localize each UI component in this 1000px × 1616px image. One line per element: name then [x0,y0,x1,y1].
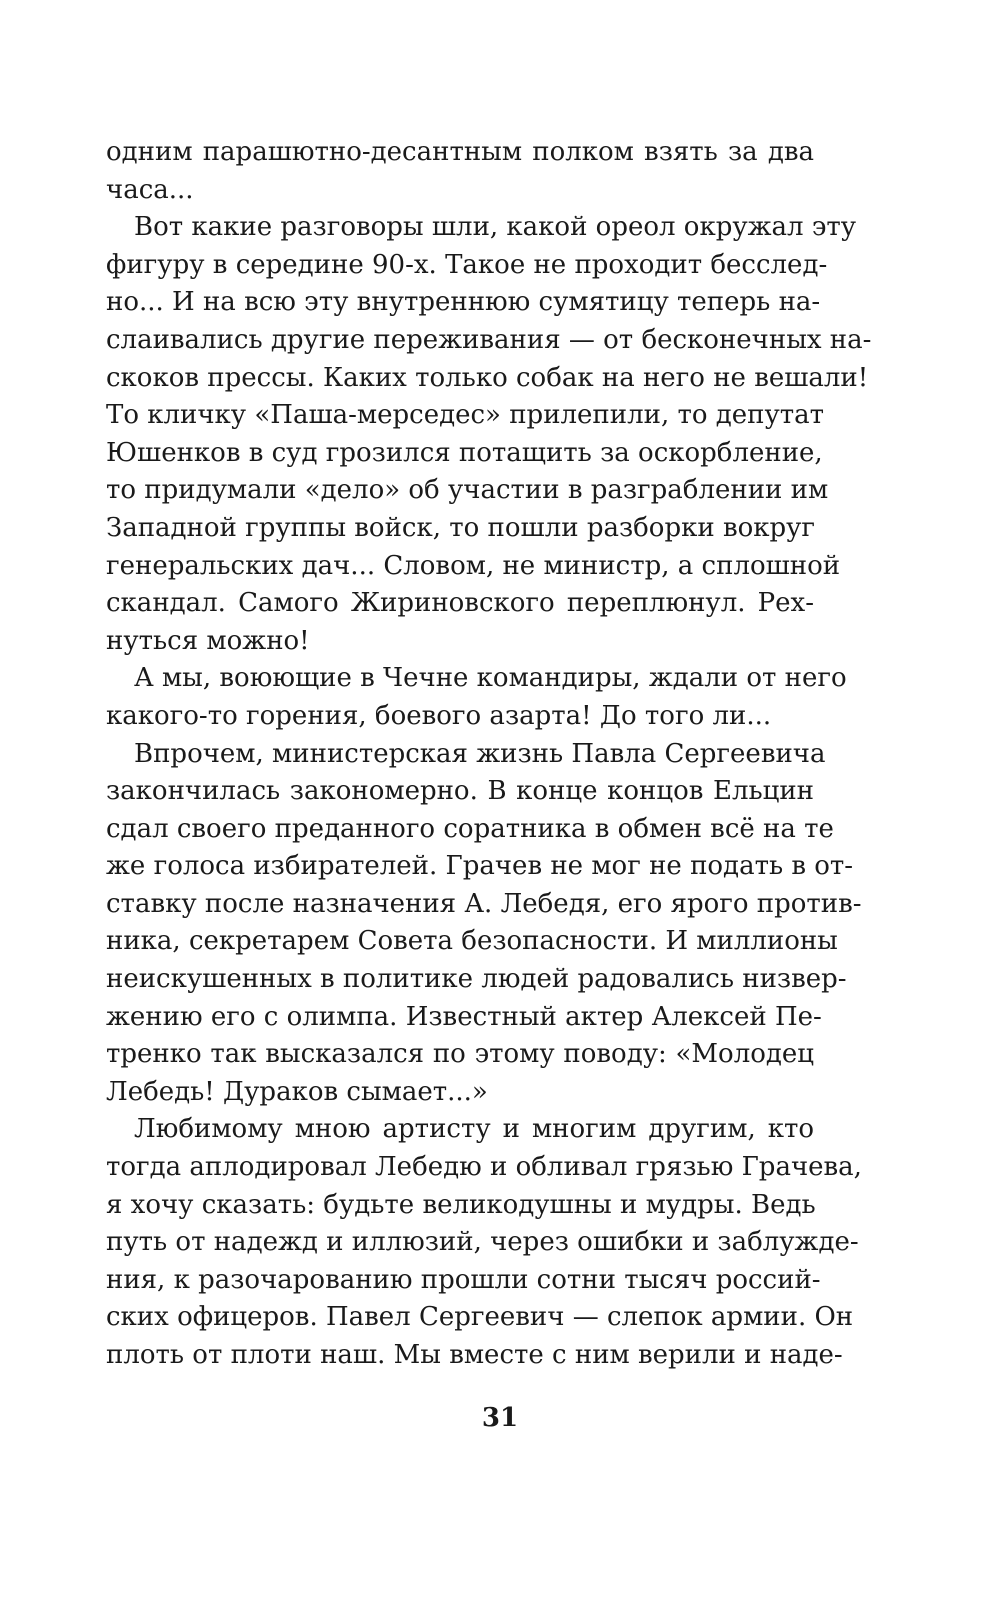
text-line: часа... [106,174,194,205]
text-line: ставку после назначения А. Лебедя, его ярого против- [106,888,862,919]
text-line: плоть от плоти наш. Мы вместе с ним верили и наде- [106,1340,843,1370]
text-line: Любимому мною артисту и многим другим, кто [134,1114,814,1145]
body-text [106,134,872,1375]
text-line: ния, к разочарованию прошли сотни тысяч россий- [106,1264,821,1295]
text-line: я хочу сказать: будьте великодушны и мудры. Ведь [106,1189,816,1220]
text-line: но... И на всю эту внутреннюю сумятицу теперь на- [106,287,821,318]
text-line: путь от надежд и иллюзий, через ошибки и заблужде- [106,1227,859,1258]
page-number: 31 [481,1403,519,1433]
text-line: нуться можно! [106,625,310,656]
text-line: тренко так высказался по этому поводу: «Молодец [106,1039,814,1070]
text-line: А мы, воюющие в Чечне командиры, ждали от него [134,663,847,694]
text-line: скандал. Самого Жириновского переплюнул. Рех- [106,588,814,619]
text-line: одним парашютно-десантным полком взять за два [106,137,814,167]
text-line: какого-то горения, боевого азарта! До того ли... [106,700,772,731]
text-line: неискушенных в политике людей радовались низвер- [106,964,847,995]
text-line: сдал своего преданного соратника в обмен всё на те [106,813,834,844]
text-line: Лебедь! Дураков сымает...» [106,1076,488,1107]
text-line: ских офицеров. Павел Сергеевич — слепок армии. Он [106,1302,854,1333]
text-line: Западной группы войск, то пошли разборки вокруг [106,512,816,543]
text-line: жению его с олимпа. Известный актер Алексей Пе- [106,1001,822,1032]
text-line: ника, секретарем Совета безопасности. И миллионы [106,926,838,957]
text-line: то придумали «дело» об участии в разграблении им [106,475,829,506]
text-line: генеральских дач... Словом, не министр, а сплошной [106,550,841,581]
text-line: же голоса избирателей. Грачев не мог не подать в от- [106,851,854,882]
text-line: закончилась закономерно. В конце концов Ельцин [106,776,814,807]
text-line: слаивались другие переживания — от бесконечных на- [106,324,872,355]
text-line: фигуру в середине 90-х. Такое не проходит бесслед- [106,249,828,280]
text-line: тогда аплодировал Лебедю и обливал грязью Грачева, [106,1152,862,1183]
text-line: То кличку «Паша-мерседес» прилепили, то депутат [106,400,825,431]
text-line: Юшенков в суд грозился потащить за оскорбление, [106,437,823,468]
text-line: скоков прессы. Каких только собак на него не вешали! [106,362,869,393]
text-line: Вот какие разговоры шли, какой ореол окружал эту [134,212,857,243]
text-line: Впрочем, министерская жизнь Павла Сергеевича [134,738,826,769]
